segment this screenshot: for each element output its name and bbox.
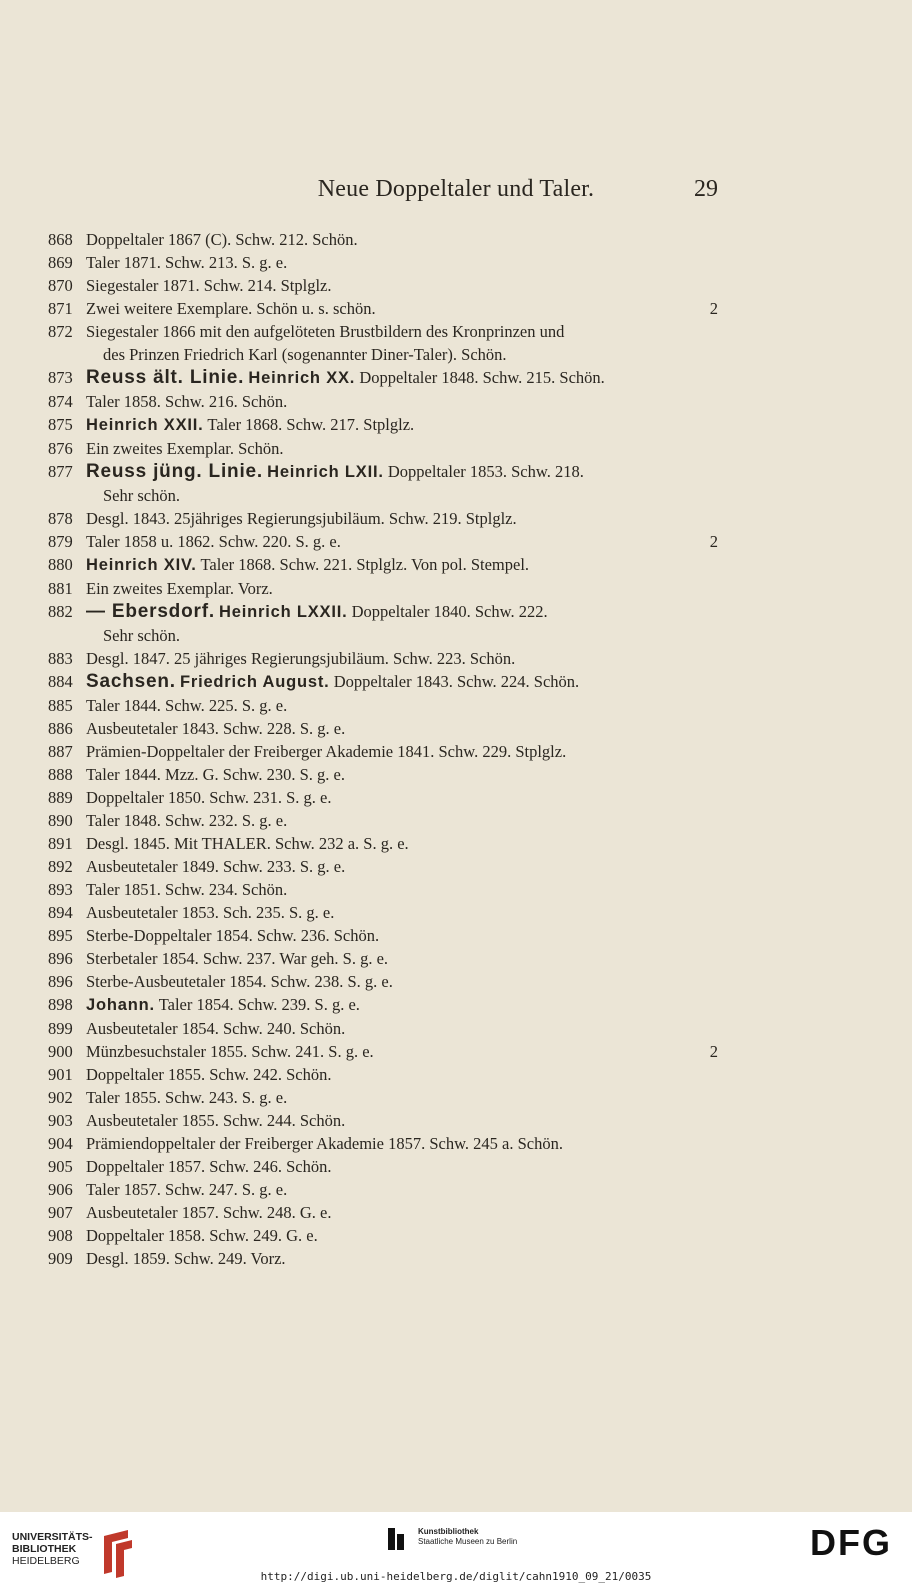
running-head xyxy=(0,176,912,206)
kunstbibliothek-logo[interactable] xyxy=(388,1526,548,1556)
catalog-entry xyxy=(48,670,718,694)
entry-number: 880 xyxy=(48,555,73,574)
page-title: Neue Doppeltaler und Taler. xyxy=(317,176,595,202)
entry-continuation xyxy=(48,343,718,366)
entry-number: 894 xyxy=(48,903,73,922)
entry-text: Ausbeutetaler 1855. Schw. 244. Schön. xyxy=(86,1111,346,1130)
catalog-entry xyxy=(48,251,718,274)
entry-text: Taler 1868. Schw. 217. Stplglz. xyxy=(207,415,415,434)
entry-text: Doppeltaler 1853. Schw. 218. xyxy=(387,462,584,481)
catalog-entry xyxy=(48,553,718,577)
entry-text: Taler 1868. Schw. 221. Stplglz. Von pol. Stempel. xyxy=(200,555,530,574)
dfg-logo[interactable]: DFG xyxy=(810,1522,892,1563)
catalog-entry xyxy=(48,809,718,832)
entry-text: Doppeltaler 1857. Schw. 246. Schön. xyxy=(86,1157,332,1176)
entry-number: 885 xyxy=(48,696,73,715)
catalog-entry xyxy=(48,507,718,530)
entry-number: 904 xyxy=(48,1134,73,1153)
catalog-entry xyxy=(48,647,718,670)
entry-number: 890 xyxy=(48,811,73,830)
entry-text: Doppeltaler 1840. Schw. 222. xyxy=(351,602,548,621)
entry-number: 902 xyxy=(48,1088,73,1107)
catalog-entry xyxy=(48,1017,718,1040)
entry-number: 870 xyxy=(48,276,73,295)
entry-number: 868 xyxy=(48,230,73,249)
catalog-entry xyxy=(48,530,718,553)
entry-number: 877 xyxy=(48,462,73,481)
catalog-entry xyxy=(48,577,718,600)
catalog-entry xyxy=(48,740,718,763)
entry-number: 893 xyxy=(48,880,73,899)
entry-text: Doppeltaler 1848. Schw. 215. Schön. xyxy=(359,368,605,387)
entry-continuation xyxy=(48,624,718,647)
catalog-entry xyxy=(48,600,718,624)
catalog-entry xyxy=(48,437,718,460)
entry-text: Doppeltaler 1867 (C). Schw. 212. Schön. xyxy=(86,230,358,249)
ub-line: BIBLIOTHEK xyxy=(12,1543,77,1555)
catalog-entry xyxy=(48,1063,718,1086)
entry-text: Desgl. 1847. 25 jähriges Regierungsjubiläum. Schw. 223. Schön. xyxy=(86,649,516,668)
entry-text: Taler 1844. Mzz. G. Schw. 230. S. g. e. xyxy=(86,765,345,784)
catalog-entry xyxy=(48,1040,718,1063)
catalog-entry xyxy=(48,694,718,717)
entry-text: Siegestaler 1866 mit den aufgelöteten Brustbildern des Kronprinzen und xyxy=(86,322,565,341)
entry-number: 888 xyxy=(48,765,73,784)
kb-line: Staatliche Museen zu Berlin xyxy=(418,1537,518,1546)
catalog-entry xyxy=(48,320,718,343)
entry-number: 869 xyxy=(48,253,73,272)
entry-number: 891 xyxy=(48,834,73,853)
entry-number: 906 xyxy=(48,1180,73,1199)
entry-text: Doppeltaler 1843. Schw. 224. Schön. xyxy=(333,672,580,691)
kunstbibliothek-mark-icon xyxy=(388,1528,404,1550)
entry-number: 881 xyxy=(48,579,73,598)
entry-continuation-text: Sehr schön. xyxy=(103,626,180,645)
entry-continuation-text: Sehr schön. xyxy=(103,486,180,505)
entry-ruler: Heinrich XX. xyxy=(248,369,356,387)
entry-number: 878 xyxy=(48,509,73,528)
entry-text: Ausbeutetaler 1843. Schw. 228. S. g. e. xyxy=(86,719,346,738)
entry-text: Sterbe-Ausbeutetaler 1854. Schw. 238. S. g. e. xyxy=(86,972,393,991)
catalog-entry xyxy=(48,297,718,320)
kunstbibliothek-text xyxy=(418,1527,517,1547)
entry-quantity: 2 xyxy=(709,299,718,318)
catalog-entry xyxy=(48,1109,718,1132)
entry-ruler: Friedrich August. xyxy=(179,673,330,691)
entry-text: Taler 1858. Schw. 216. Schön. xyxy=(86,392,288,411)
entry-quantity: 2 xyxy=(709,532,718,551)
entry-heading: Sachsen. xyxy=(86,671,176,692)
catalog-entry xyxy=(48,717,718,740)
catalog-entry xyxy=(48,1155,718,1178)
catalog-entry xyxy=(48,413,718,437)
entry-number: 905 xyxy=(48,1157,73,1176)
entry-text: Ein zweites Exemplar. Vorz. xyxy=(86,579,273,598)
entry-text: Münzbesuchstaler 1855. Schw. 241. S. g. e. xyxy=(86,1042,374,1061)
entry-text: Prämiendoppeltaler der Freiberger Akademie 1857. Schw. 245 a. Schön. xyxy=(86,1134,564,1153)
page-number: 29 xyxy=(694,176,718,202)
kb-line: Kunstbibliothek xyxy=(418,1527,479,1536)
entry-text: Desgl. 1859. Schw. 249. Vorz. xyxy=(86,1249,286,1268)
entry-text: Sterbe-Doppeltaler 1854. Schw. 236. Schön. xyxy=(86,926,380,945)
catalog-entry xyxy=(48,947,718,970)
catalog-entry xyxy=(48,366,718,390)
catalog-entry xyxy=(48,832,718,855)
entry-text: Doppeltaler 1858. Schw. 249. G. e. xyxy=(86,1226,318,1245)
entry-number: 898 xyxy=(48,995,73,1014)
catalog-entry xyxy=(48,763,718,786)
entry-text: Taler 1851. Schw. 234. Schön. xyxy=(86,880,288,899)
entry-continuation-text: des Prinzen Friedrich Karl (sogenannter Diner-Taler). Schön. xyxy=(103,345,507,364)
entry-number: 903 xyxy=(48,1111,73,1130)
entry-text: Desgl. 1845. Mit THALER. Schw. 232 a. S. g. e. xyxy=(86,834,409,853)
entry-continuation xyxy=(48,484,718,507)
entry-number: 887 xyxy=(48,742,73,761)
entry-number: 883 xyxy=(48,649,73,668)
entry-number: 871 xyxy=(48,299,73,318)
entry-text: Ein zweites Exemplar. Schön. xyxy=(86,439,284,458)
entry-heading: Reuss jüng. Linie. xyxy=(86,461,263,482)
catalog-entry xyxy=(48,901,718,924)
catalog-entry xyxy=(48,1132,718,1155)
catalog-entry xyxy=(48,1224,718,1247)
entry-number: 907 xyxy=(48,1203,73,1222)
catalog-entry xyxy=(48,970,718,993)
entry-number: 901 xyxy=(48,1065,73,1084)
entry-number: 879 xyxy=(48,532,73,551)
entry-number: 875 xyxy=(48,415,73,434)
entry-number: 896 xyxy=(48,972,73,991)
entry-number: 882 xyxy=(48,602,73,621)
entry-number: 892 xyxy=(48,857,73,876)
entry-number: 895 xyxy=(48,926,73,945)
entry-text: Sterbetaler 1854. Schw. 237. War geh. S. g. e. xyxy=(86,949,389,968)
entry-text: Taler 1857. Schw. 247. S. g. e. xyxy=(86,1180,288,1199)
entry-text: Doppeltaler 1855. Schw. 242. Schön. xyxy=(86,1065,332,1084)
catalog-entry xyxy=(48,1178,718,1201)
catalog-entry xyxy=(48,228,718,251)
ub-line: UNIVERSITÄTS- xyxy=(12,1531,93,1543)
entry-quantity: 2 xyxy=(709,1042,718,1061)
entry-text: Ausbeutetaler 1857. Schw. 248. G. e. xyxy=(86,1203,332,1222)
catalog-entries xyxy=(48,228,718,1270)
catalog-entry xyxy=(48,460,718,484)
entry-number: 908 xyxy=(48,1226,73,1245)
catalog-entry xyxy=(48,855,718,878)
catalog-entry xyxy=(48,1086,718,1109)
ub-line: HEIDELBERG xyxy=(12,1555,80,1567)
entry-number: 896 xyxy=(48,949,73,968)
entry-ruler: Heinrich LXII. xyxy=(267,463,384,481)
catalog-entry xyxy=(48,786,718,809)
entry-number: 876 xyxy=(48,439,73,458)
entry-text: Ausbeutetaler 1854. Schw. 240. Schön. xyxy=(86,1019,346,1038)
entry-text: Ausbeutetaler 1849. Schw. 233. S. g. e. xyxy=(86,857,346,876)
entry-number: 889 xyxy=(48,788,73,807)
entry-text: Taler 1855. Schw. 243. S. g. e. xyxy=(86,1088,288,1107)
catalog-entry xyxy=(48,878,718,901)
ub-heidelberg-text xyxy=(12,1531,93,1567)
entry-text: Ausbeutetaler 1853. Sch. 235. S. g. e. xyxy=(86,903,335,922)
permalink-url[interactable]: http://digi.ub.uni-heidelberg.de/diglit/cahn1910_09_21/0035 xyxy=(260,1570,652,1583)
entry-number: 909 xyxy=(48,1249,73,1268)
entry-text: Siegestaler 1871. Schw. 214. Stplglz. xyxy=(86,276,332,295)
catalog-entry xyxy=(48,993,718,1017)
entry-ruler: Heinrich XXII. xyxy=(86,416,204,434)
entry-text: Zwei weitere Exemplare. Schön u. s. schön. xyxy=(86,299,376,318)
catalog-entry xyxy=(48,1201,718,1224)
entry-heading: — Ebersdorf. xyxy=(86,601,215,622)
entry-ruler: Heinrich LXXII. xyxy=(219,603,348,621)
catalog-entry xyxy=(48,924,718,947)
entry-text: Taler 1854. Schw. 239. S. g. e. xyxy=(158,995,360,1014)
entry-number: 899 xyxy=(48,1019,73,1038)
catalog-entry xyxy=(48,274,718,297)
entry-number: 873 xyxy=(48,368,73,387)
entry-number: 874 xyxy=(48,392,73,411)
entry-text: Desgl. 1843. 25jähriges Regierungsjubiläum. Schw. 219. Stplglz. xyxy=(86,509,517,528)
entry-text: Taler 1858 u. 1862. Schw. 220. S. g. e. xyxy=(86,532,341,551)
catalog-entry xyxy=(48,1247,718,1270)
entry-text: Taler 1871. Schw. 213. S. g. e. xyxy=(86,253,288,272)
entry-ruler: Johann. xyxy=(86,996,155,1014)
entry-number: 872 xyxy=(48,322,73,341)
entry-text: Prämien-Doppeltaler der Freiberger Akademie 1841. Schw. 229. Stplglz. xyxy=(86,742,567,761)
catalog-entry xyxy=(48,390,718,413)
entry-number: 884 xyxy=(48,672,73,691)
entry-ruler: Heinrich XIV. xyxy=(86,556,197,574)
entry-text: Doppeltaler 1850. Schw. 231. S. g. e. xyxy=(86,788,332,807)
entry-text: Taler 1848. Schw. 232. S. g. e. xyxy=(86,811,288,830)
entry-text: Taler 1844. Schw. 225. S. g. e. xyxy=(86,696,288,715)
footer-bar xyxy=(0,1512,912,1587)
entry-number: 886 xyxy=(48,719,73,738)
entry-heading: Reuss ält. Linie. xyxy=(86,367,245,388)
entry-number: 900 xyxy=(48,1042,73,1061)
